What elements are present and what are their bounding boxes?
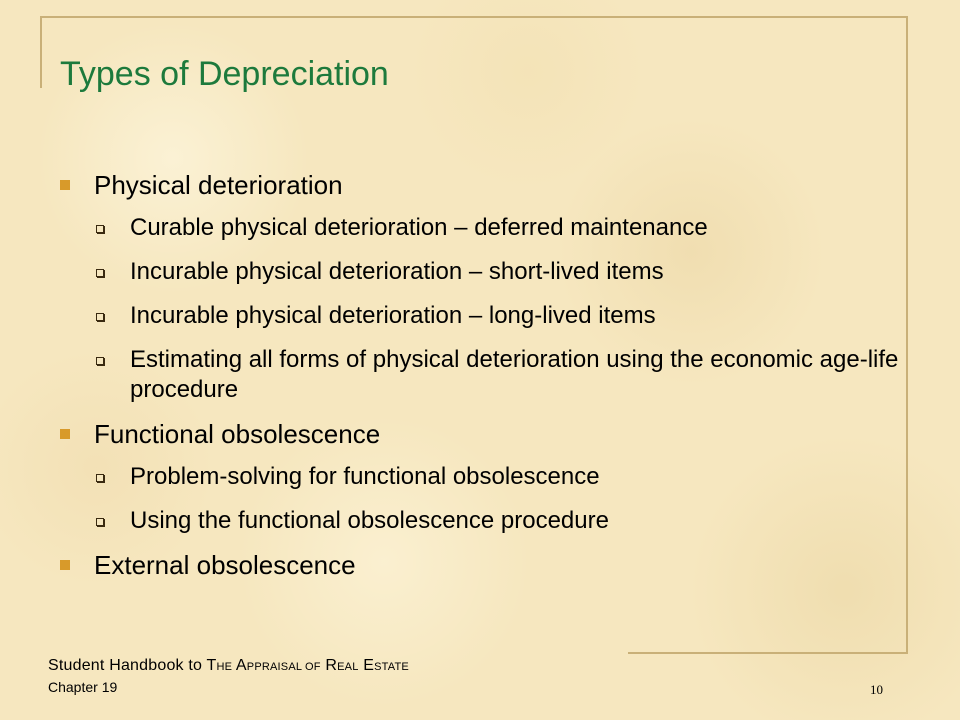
footer-book-title [48, 657, 409, 676]
hollow-square-bullet-icon [96, 313, 104, 321]
slide-title: Types of Depreciation [60, 55, 389, 93]
sub-bullet-item [60, 506, 900, 536]
hollow-square-bullet-icon [96, 518, 104, 526]
sub-bullet-text: Estimating all forms of physical deterioration using the economic age-life procedure [130, 346, 899, 403]
sub-bullet-item [60, 257, 900, 287]
orange-square-bullet-icon [60, 180, 70, 190]
hollow-square-bullet-icon [96, 357, 104, 365]
sub-bullet-item [60, 345, 900, 405]
bullet-item [60, 550, 900, 580]
footer-title-part: E [358, 657, 375, 674]
sub-bullet-item [60, 462, 900, 492]
sub-bullet-text: Problem-solving for functional obsolescence [130, 463, 600, 490]
orange-square-bullet-icon [60, 429, 70, 439]
frame-right-line [906, 16, 908, 652]
footer-title-part: EAL [337, 661, 359, 673]
bullet-text: Functional obsolescence [94, 419, 381, 449]
hollow-square-bullet-icon [96, 269, 104, 277]
sub-bullet-text: Incurable physical deterioration – short-lived items [130, 258, 664, 285]
page-number: 10 [870, 682, 883, 697]
footer-title-part: STATE [374, 661, 409, 673]
frame-bottom-line [628, 652, 908, 654]
sub-bullet-item [60, 301, 900, 331]
hollow-square-bullet-icon [96, 225, 104, 233]
bullet-text: External obsolescence [94, 550, 356, 580]
bullet-item [60, 170, 900, 200]
orange-square-bullet-icon [60, 560, 70, 570]
footer-title-part: HE [216, 661, 233, 673]
footer-title-part: R [320, 657, 338, 674]
footer-title-part: PPRAISAL OF [246, 661, 321, 673]
footer-title-part: A [232, 657, 247, 674]
footer-title-prefix: Student Handbook to T [48, 657, 217, 674]
bullet-item [60, 419, 900, 449]
footer-chapter: Chapter 19 [48, 679, 118, 695]
frame-top-line [40, 16, 906, 18]
frame-left-line [40, 16, 42, 88]
sub-bullet-text: Curable physical deterioration – deferred maintenance [130, 214, 708, 241]
sub-bullet-text: Using the functional obsolescence procedure [130, 507, 609, 534]
slide-footer [48, 657, 409, 696]
sub-bullet-text: Incurable physical deterioration – long-lived items [130, 302, 656, 329]
bullet-text: Physical deterioration [94, 170, 343, 200]
hollow-square-bullet-icon [96, 474, 104, 482]
bullet-list [60, 170, 900, 593]
sub-bullet-item [60, 213, 900, 243]
